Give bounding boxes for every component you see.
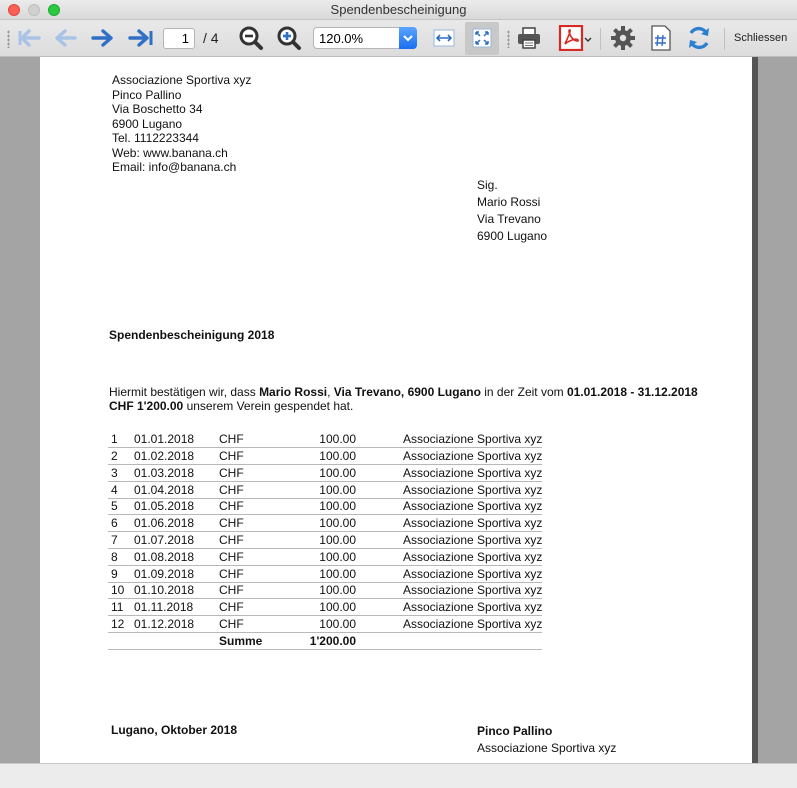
place-date: Lugano, Oktober 2018 — [111, 723, 238, 737]
table-row — [108, 549, 542, 566]
sender-contact: Pinco Pallino — [112, 87, 182, 102]
row-amount: 100.00 — [298, 481, 356, 498]
row-amount: 100.00 — [298, 532, 356, 549]
row-number: 12 — [108, 616, 134, 633]
row-date: 01.01.2018 — [134, 431, 219, 448]
row-number: 4 — [108, 481, 134, 498]
recipient-address — [477, 177, 547, 245]
table-row — [108, 498, 542, 515]
row-currency: CHF — [219, 465, 298, 482]
first-page-button[interactable] — [16, 24, 42, 52]
sender-street: Via Boschetto 34 — [112, 102, 203, 116]
row-spacer — [356, 481, 403, 498]
signer-org: Associazione Sportiva xyz — [477, 741, 617, 755]
document-viewer[interactable] — [0, 57, 797, 763]
row-amount: 100.00 — [298, 515, 356, 532]
row-amount: 100.00 — [298, 599, 356, 616]
row-date: 01.06.2018 — [134, 515, 219, 532]
row-date: 01.11.2018 — [134, 599, 219, 616]
arrow-right-end-icon — [128, 27, 154, 49]
row-date: 01.03.2018 — [134, 465, 219, 482]
row-number: 5 — [108, 498, 134, 515]
table-row — [108, 582, 542, 599]
donation-period: 01.01.2018 - 31.12.2018 — [566, 385, 698, 399]
donation-amount: CHF 1'200.00 — [109, 399, 184, 413]
row-number: 9 — [108, 565, 134, 582]
arrow-left-icon — [53, 27, 77, 49]
row-amount: 100.00 — [298, 549, 356, 566]
toolbar-grip — [507, 30, 510, 48]
row-currency: CHF — [219, 599, 298, 616]
fit-page-button[interactable] — [469, 24, 495, 52]
document-subject: Spendenbescheinigung 2018 — [109, 328, 275, 342]
gear-icon — [610, 25, 636, 51]
row-currency: CHF — [219, 616, 298, 633]
row-spacer — [356, 599, 403, 616]
row-spacer — [356, 549, 403, 566]
row-spacer — [356, 565, 403, 582]
page-edge-shadow — [752, 57, 758, 763]
recipient-city: 6900 Lugano — [477, 229, 548, 243]
row-recipient: Associazione Sportiva xyz — [403, 516, 543, 531]
row-spacer — [356, 465, 403, 482]
zoom-in-button[interactable] — [276, 24, 302, 52]
total-spacer — [134, 633, 219, 650]
row-amount: 100.00 — [298, 431, 356, 448]
row-recipient: Associazione Sportiva xyz — [403, 549, 543, 564]
intro-text-3: unserem Verein gespendet hat. — [183, 399, 354, 413]
signature-block — [477, 723, 616, 757]
row-spacer — [356, 515, 403, 532]
arrow-right-icon — [91, 27, 115, 49]
row-date: 01.05.2018 — [134, 498, 219, 515]
donations-table — [108, 431, 542, 650]
table-row — [108, 565, 542, 582]
row-spacer — [356, 498, 403, 515]
zoom-out-button[interactable] — [238, 24, 264, 52]
table-row — [108, 431, 542, 448]
table-row — [108, 481, 542, 498]
donor-name: Mario Rossi — [259, 385, 328, 399]
print-button[interactable] — [515, 24, 543, 52]
refresh-icon — [686, 25, 712, 51]
row-number: 3 — [108, 465, 134, 482]
title-bar — [0, 0, 797, 20]
total-spacer — [403, 633, 542, 650]
row-currency: CHF — [219, 448, 298, 465]
table-row — [108, 515, 542, 532]
total-spacer — [108, 633, 134, 650]
row-spacer — [356, 448, 403, 465]
status-bar — [0, 763, 797, 788]
row-recipient: Associazione Sportiva xyz — [403, 431, 543, 446]
row-currency: CHF — [219, 431, 298, 448]
row-recipient: Associazione Sportiva xyz — [403, 532, 543, 547]
row-currency: CHF — [219, 481, 298, 498]
toolbar-separator — [600, 28, 601, 50]
document-hash-icon — [650, 25, 672, 51]
row-currency: CHF — [219, 498, 298, 515]
row-number: 10 — [108, 582, 134, 599]
table-row — [108, 616, 542, 633]
row-currency: CHF — [219, 582, 298, 599]
row-date: 01.02.2018 — [134, 448, 219, 465]
toolbar-separator — [724, 28, 725, 50]
page-total-label: / 4 — [203, 30, 219, 46]
row-recipient: Associazione Sportiva xyz — [403, 482, 543, 497]
row-number: 6 — [108, 515, 134, 532]
row-date: 01.12.2018 — [134, 616, 219, 633]
row-spacer — [356, 616, 403, 633]
sender-phone: Tel. 1112223344 — [112, 131, 199, 145]
chevron-down-icon[interactable] — [399, 27, 417, 49]
recipient-street: Via Trevano — [477, 212, 541, 226]
table-row — [108, 599, 542, 616]
arrow-left-icon — [17, 27, 41, 49]
previous-page-button[interactable] — [52, 24, 78, 52]
refresh-button[interactable] — [685, 24, 713, 52]
sender-address — [112, 73, 251, 175]
intro-paragraph — [109, 385, 749, 413]
row-recipient: Associazione Sportiva xyz — [403, 465, 543, 480]
fit-width-icon — [432, 26, 456, 50]
sender-name: Associazione Sportiva xyz — [112, 73, 252, 87]
zoom-level-value: 120.0% — [319, 31, 364, 46]
row-currency: CHF — [219, 549, 298, 566]
recipient-name: Mario Rossi — [477, 195, 541, 209]
row-amount: 100.00 — [298, 498, 356, 515]
total-spacer — [356, 633, 403, 650]
window-title: Spendenbescheinigung — [330, 2, 467, 17]
table-row — [108, 532, 542, 549]
row-amount: 100.00 — [298, 448, 356, 465]
row-date: 01.09.2018 — [134, 565, 219, 582]
pdf-icon — [557, 25, 593, 51]
row-date: 01.08.2018 — [134, 549, 219, 566]
sender-city: 6900 Lugano — [112, 116, 183, 131]
row-number: 8 — [108, 549, 134, 566]
intro-text-2: in der Zeit vom — [480, 385, 567, 399]
row-currency: CHF — [219, 532, 298, 549]
recipient-salutation: Sig. — [477, 178, 498, 192]
total-amount: 1'200.00 — [298, 633, 356, 650]
row-number: 11 — [108, 599, 134, 616]
printer-icon — [516, 26, 542, 50]
fit-width-button[interactable] — [431, 24, 457, 52]
document-page — [40, 57, 752, 763]
total-row — [108, 633, 542, 650]
row-amount: 100.00 — [298, 616, 356, 633]
intro-text-1: Hiermit bestätigen wir, dass — [109, 385, 260, 399]
table-row — [108, 448, 542, 465]
sender-email: Email: info@banana.ch — [112, 160, 237, 174]
row-amount: 100.00 — [298, 582, 356, 599]
next-page-button[interactable] — [90, 24, 116, 52]
toolbar — [0, 20, 797, 57]
view-source-button[interactable] — [648, 24, 674, 52]
row-recipient: Associazione Sportiva xyz — [403, 499, 543, 514]
row-spacer — [356, 532, 403, 549]
row-date: 01.10.2018 — [134, 582, 219, 599]
row-number: 2 — [108, 448, 134, 465]
row-currency: CHF — [219, 565, 298, 582]
fit-page-icon — [470, 26, 494, 50]
sender-web: Web: www.banana.ch — [112, 145, 228, 160]
zoom-in-icon — [276, 25, 302, 51]
row-amount: 100.00 — [298, 465, 356, 482]
row-date: 01.04.2018 — [134, 481, 219, 498]
table-row — [108, 465, 542, 482]
zoom-out-icon — [238, 25, 264, 51]
row-number: 7 — [108, 532, 134, 549]
row-date: 01.07.2018 — [134, 532, 219, 549]
close-button[interactable]: Schliessen — [734, 32, 788, 44]
zoom-level-select[interactable] — [313, 27, 417, 49]
total-label: Summe — [219, 633, 298, 650]
export-pdf-button[interactable] — [556, 24, 594, 52]
settings-button[interactable] — [609, 24, 637, 52]
row-recipient: Associazione Sportiva xyz — [403, 616, 543, 631]
donor-address: Via Trevano, 6900 Lugano — [333, 385, 481, 399]
row-recipient: Associazione Sportiva xyz — [403, 566, 543, 581]
page-number-input[interactable]: 1 — [163, 28, 195, 49]
row-number: 1 — [108, 431, 134, 448]
row-spacer — [356, 431, 403, 448]
last-page-button[interactable] — [127, 24, 155, 52]
row-amount: 100.00 — [298, 565, 356, 582]
row-recipient: Associazione Sportiva xyz — [403, 600, 543, 615]
row-currency: CHF — [219, 515, 298, 532]
signer-name: Pinco Pallino — [477, 724, 553, 738]
row-recipient: Associazione Sportiva xyz — [403, 448, 543, 463]
row-recipient: Associazione Sportiva xyz — [403, 583, 543, 598]
intro-sep: , — [327, 385, 334, 399]
toolbar-grip — [7, 30, 10, 48]
row-spacer — [356, 582, 403, 599]
